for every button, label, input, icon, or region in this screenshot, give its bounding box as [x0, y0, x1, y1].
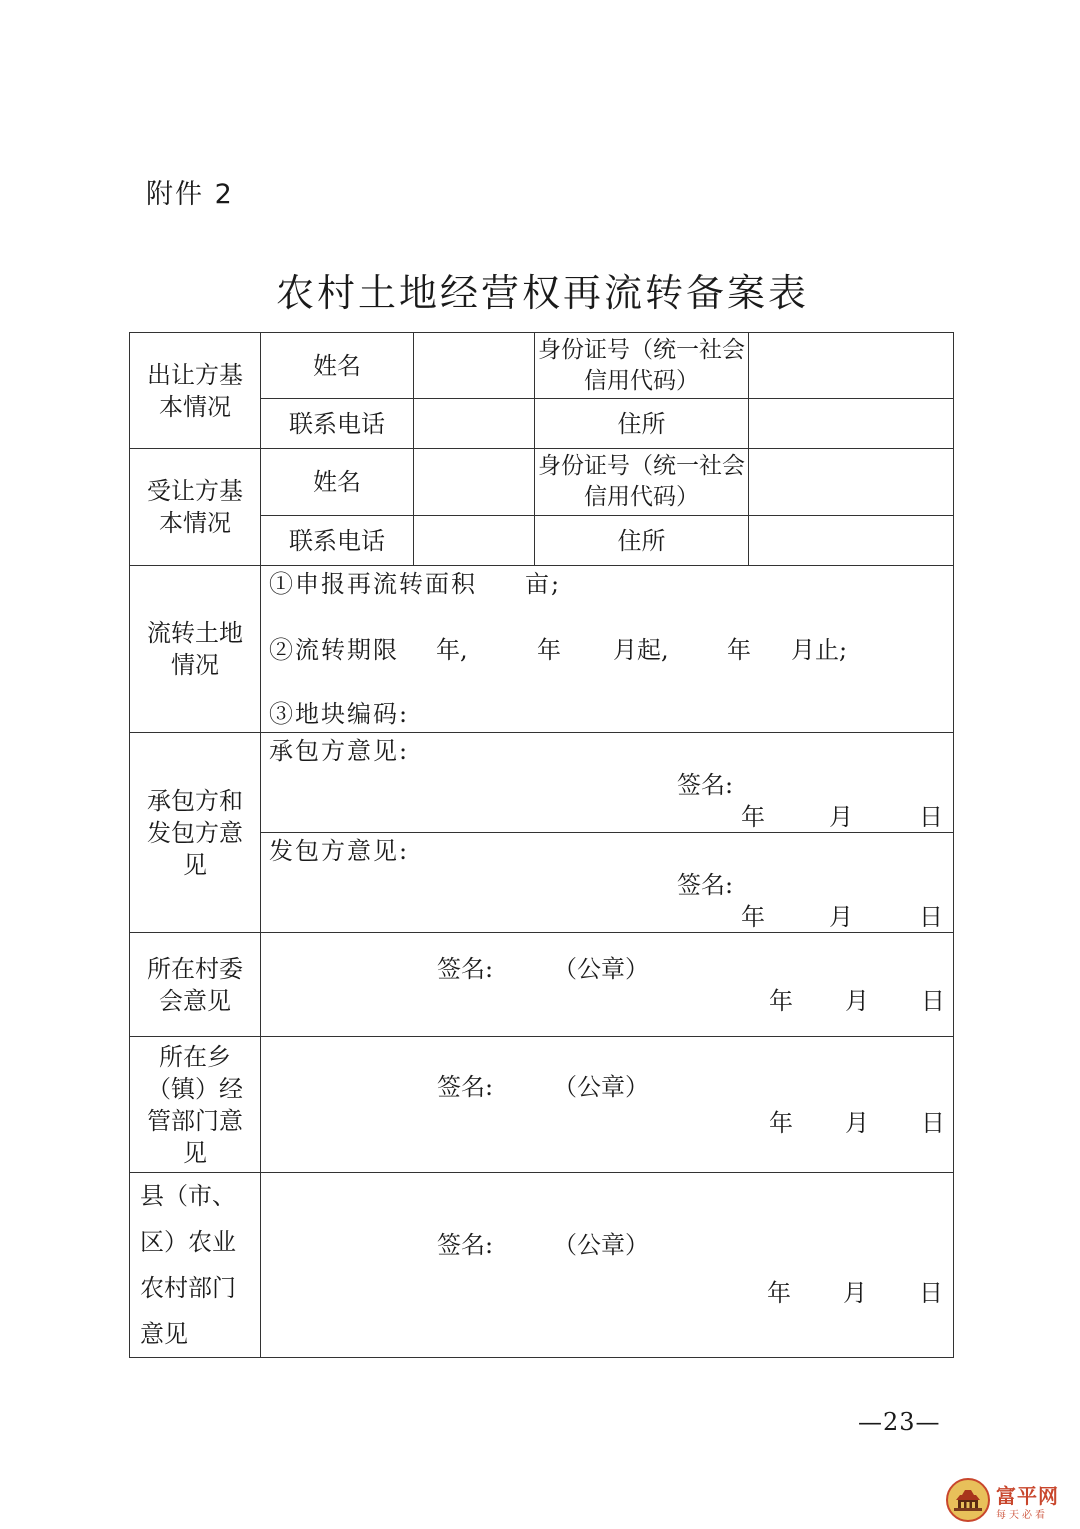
contractor-day: 日: [919, 803, 943, 831]
contractor-month: 月: [829, 803, 853, 831]
land-term-text: ②流转期限: [269, 636, 399, 664]
watermark-tagline: 每天必看: [996, 1510, 1048, 1521]
land-term-year: 年,: [436, 636, 468, 664]
township-opinion-cell[interactable]: [261, 1037, 954, 1173]
township-day: 日: [921, 1109, 945, 1137]
township-year: 年: [769, 1109, 793, 1137]
contractor-year: 年: [741, 803, 765, 831]
grantee-id-cell[interactable]: [749, 449, 954, 516]
grantor-phone-cell[interactable]: [414, 399, 535, 449]
contractor-sign-label: 签名:: [677, 771, 734, 799]
county-day: 日: [919, 1279, 943, 1307]
grantee-section-label: 受让方基本情况: [130, 449, 261, 566]
grantor-id-label: 身份证号（统一社会信用代码）: [535, 333, 749, 399]
grantor-address-cell[interactable]: [749, 399, 954, 449]
issuer-month: 月: [829, 903, 853, 931]
county-sign-label: 签名:: [437, 1231, 494, 1259]
watermark-building-icon: [946, 1478, 990, 1522]
county-opinion-cell[interactable]: [261, 1173, 954, 1358]
county-section-label: 县（市、区）农业农村部门意见: [130, 1173, 261, 1358]
township-seal-label: （公章）: [553, 1073, 649, 1101]
grantee-phone-label: 联系电话: [261, 516, 414, 566]
grantor-name-label: 姓名: [261, 333, 414, 399]
contractor-opinion-cell[interactable]: [261, 733, 954, 833]
grantor-section-label: 出让方基本情况: [130, 333, 261, 449]
issuer-opinion-label: 发包方意见:: [269, 837, 410, 865]
grantee-address-label: 住所: [535, 516, 749, 566]
land-area-unit: 亩;: [525, 570, 562, 598]
land-start-month: 月起,: [613, 636, 669, 664]
issuer-day: 日: [919, 903, 943, 931]
contractor-opinion-label: 承包方意见:: [269, 737, 410, 765]
land-row: [130, 566, 954, 733]
land-plot-text: ③地块编码:: [269, 700, 410, 728]
grantor-row-1: [130, 333, 954, 399]
village-row: [130, 933, 954, 1037]
township-row: [130, 1037, 954, 1173]
village-seal-label: （公章）: [553, 955, 649, 983]
grantee-id-label: 身份证号（统一社会信用代码）: [535, 449, 749, 516]
filing-form-table: [129, 332, 954, 1358]
land-area-text: ①申报再流转面积: [269, 570, 477, 598]
county-year: 年: [767, 1279, 791, 1307]
township-sign-label: 签名:: [437, 1073, 494, 1101]
grantor-id-cell[interactable]: [749, 333, 954, 399]
county-row: [130, 1173, 954, 1358]
township-section-label: 所在乡（镇）经管部门意见: [130, 1037, 261, 1173]
issuer-year: 年: [741, 903, 765, 931]
village-day: 日: [921, 987, 945, 1015]
village-year: 年: [769, 987, 793, 1015]
contractor-opinion-row: [130, 733, 954, 833]
village-sign-label: 签名:: [437, 955, 494, 983]
village-month: 月: [845, 987, 869, 1015]
grantee-address-cell[interactable]: [749, 516, 954, 566]
grantor-name-cell[interactable]: [414, 333, 535, 399]
county-month: 月: [843, 1279, 867, 1307]
grantor-phone-label: 联系电话: [261, 399, 414, 449]
document-title: 农村土地经营权再流转备案表: [275, 271, 809, 315]
township-month: 月: [845, 1109, 869, 1137]
village-section-label: 所在村委会意见: [130, 933, 261, 1037]
watermark-brand: 富平网: [996, 1484, 1059, 1508]
grantor-address-label: 住所: [535, 399, 749, 449]
grantee-name-label: 姓名: [261, 449, 414, 516]
page-number: —23—: [858, 1408, 941, 1436]
county-seal-label: （公章）: [553, 1231, 649, 1259]
attachment-label: 附件 2: [146, 179, 234, 210]
land-end-year: 年: [727, 636, 751, 664]
land-section-label: 流转土地情况: [130, 566, 261, 733]
opinions-section-label: 承包方和发包方意见: [130, 733, 261, 933]
issuer-sign-label: 签名:: [677, 871, 734, 899]
issuer-opinion-cell[interactable]: [261, 833, 954, 933]
watermark-logo: [946, 1478, 1076, 1524]
grantee-row-1: [130, 449, 954, 516]
land-end-month: 月止;: [791, 636, 848, 664]
grantee-name-cell[interactable]: [414, 449, 535, 516]
land-content-cell[interactable]: [261, 566, 954, 733]
land-start-year: 年: [537, 636, 561, 664]
village-opinion-cell[interactable]: [261, 933, 954, 1037]
grantee-phone-cell[interactable]: [414, 516, 535, 566]
